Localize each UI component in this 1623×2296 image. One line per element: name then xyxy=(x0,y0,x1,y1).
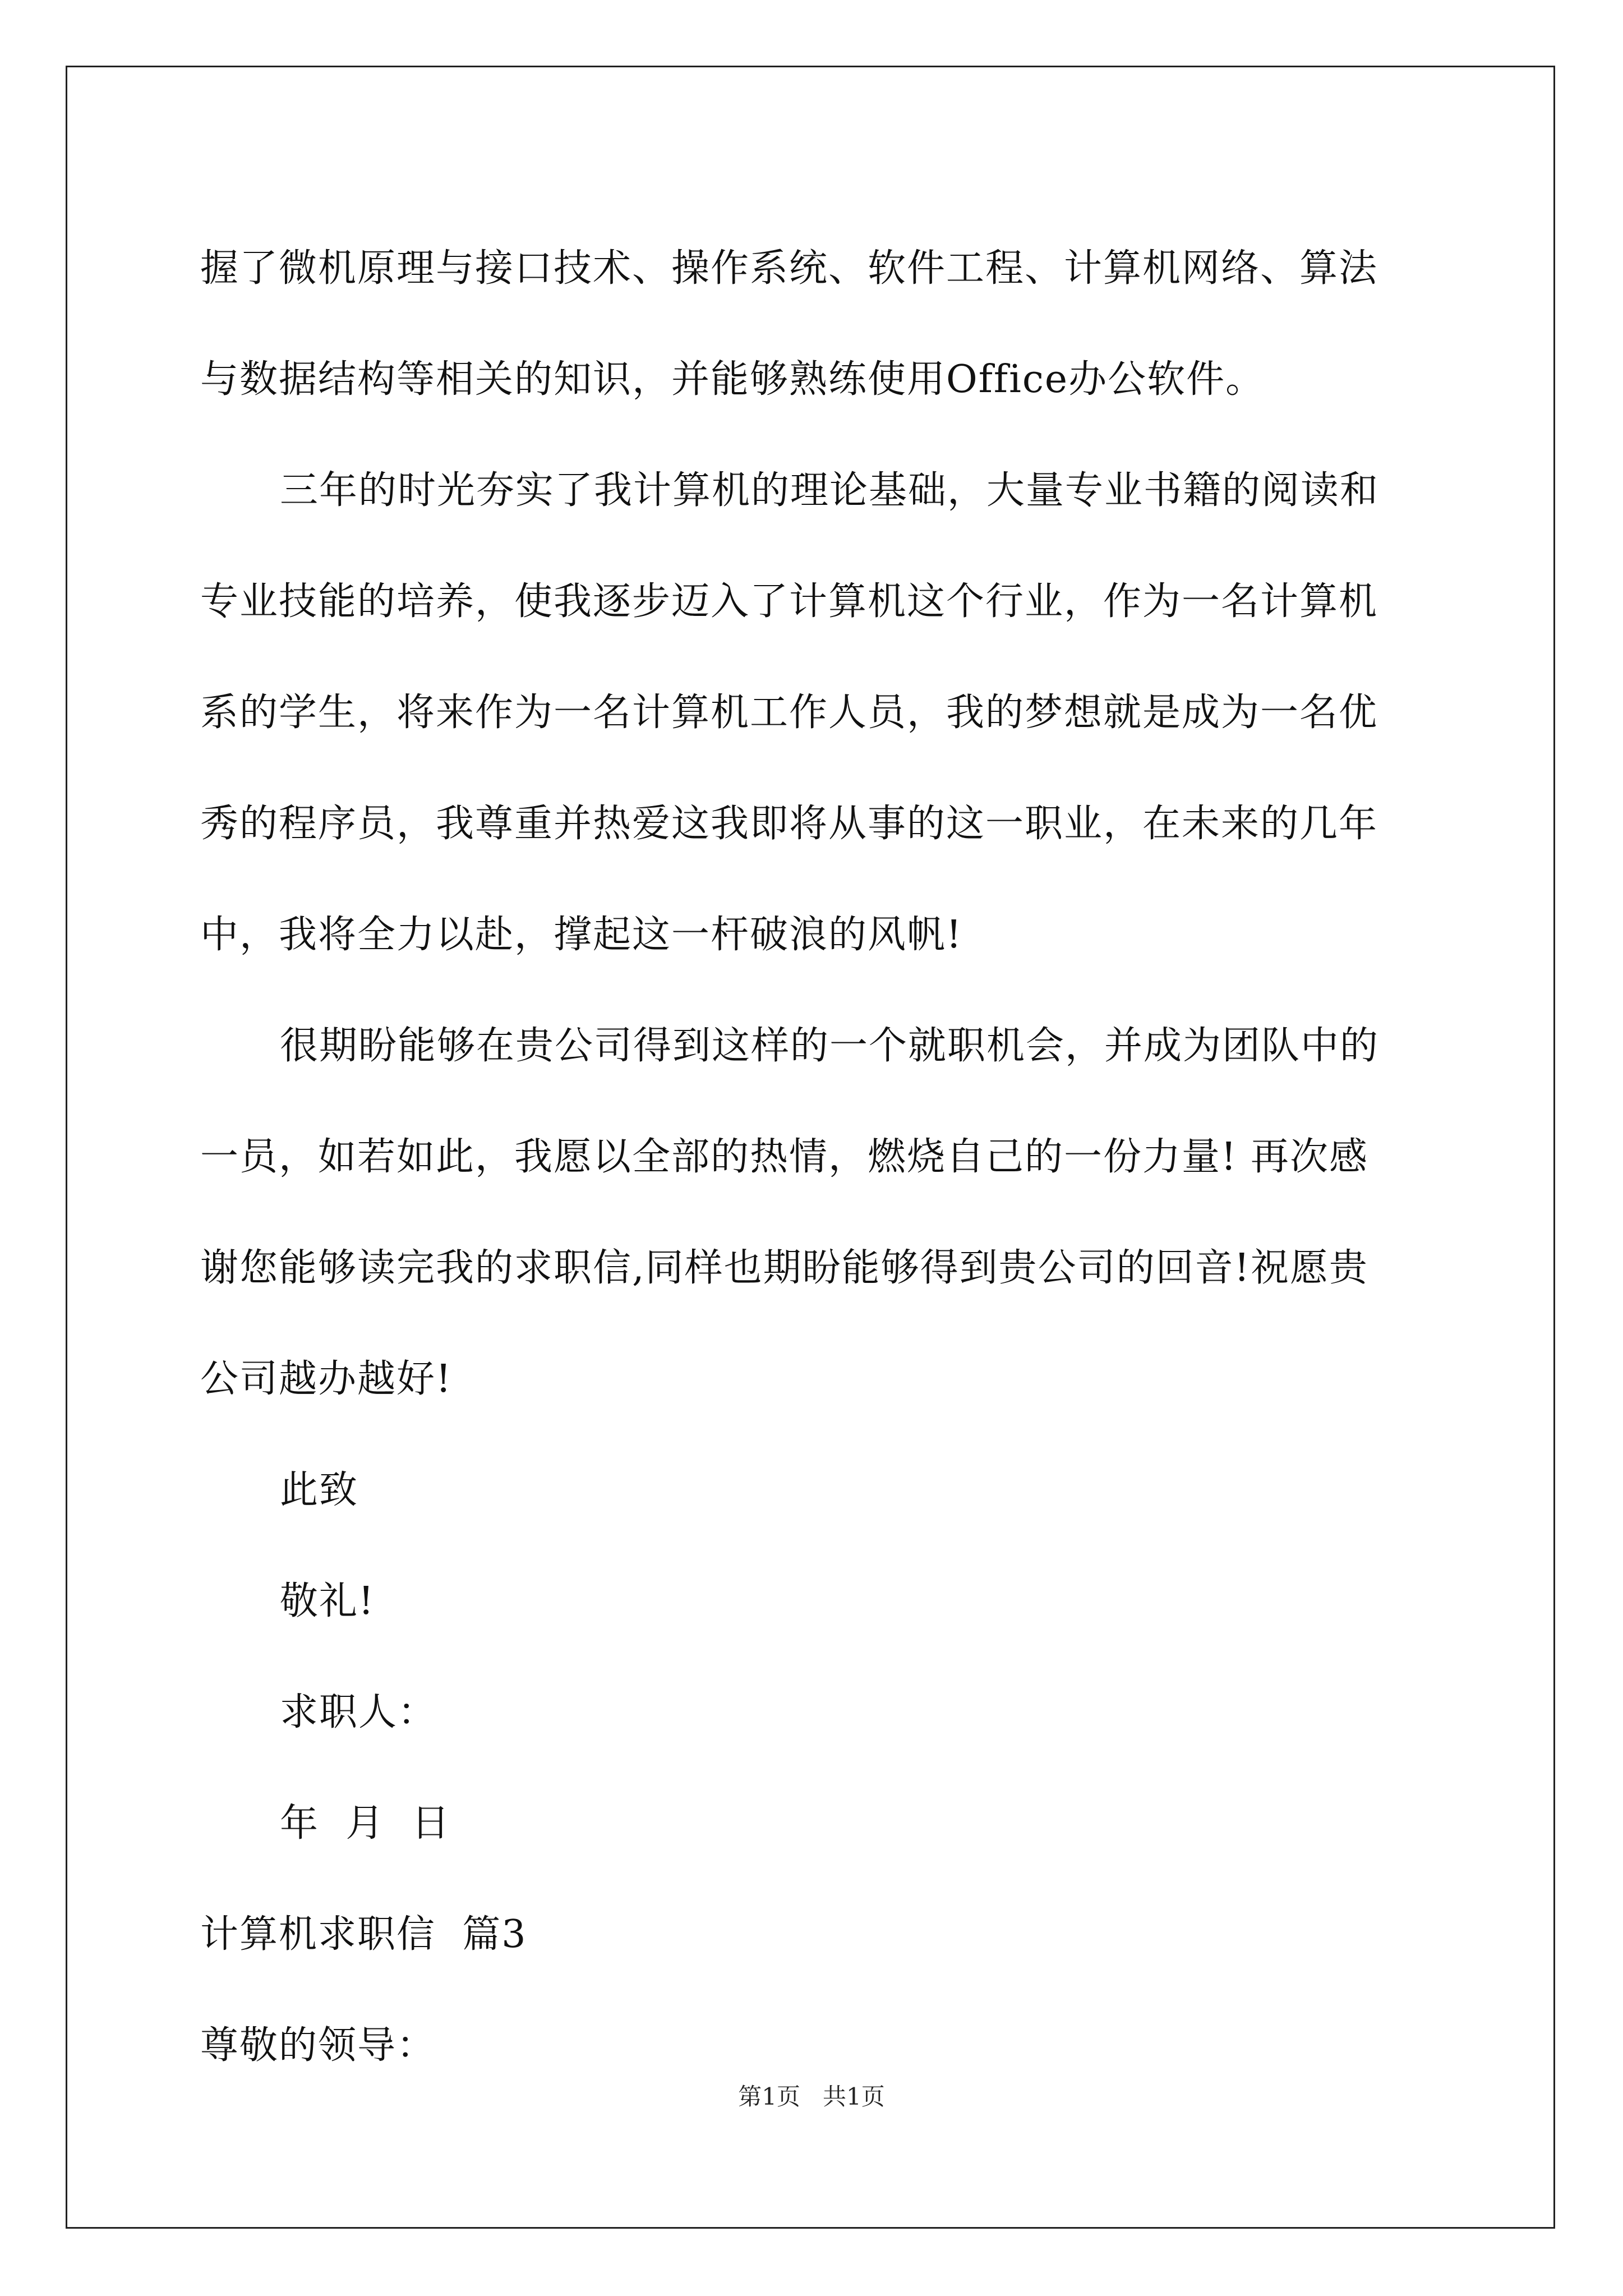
body-line: 公司越办越好! xyxy=(200,1357,453,1401)
closing-regards: 敬礼! xyxy=(280,1579,375,1623)
body-line: 握了微机原理与接口技术、操作系统、软件工程、计算机网络、算法 xyxy=(200,246,1378,291)
body-line: 系的学生，将来作为一名计算机工作人员，我的梦想就是成为一名优 xyxy=(200,691,1378,735)
body-line: 谢您能够读完我的求职信,同样也期盼能够得到贵公司的回音!祝愿贵 xyxy=(200,1246,1368,1290)
greeting-line: 尊敬的领导： xyxy=(200,2023,436,2068)
body-line: 与数据结构等相关的知识，并能够熟练使用Office办公软件。 xyxy=(200,357,1265,402)
letter-body xyxy=(200,213,1428,2101)
page-footer xyxy=(0,2080,1623,2114)
body-line: 一员，如若如此，我愿以全部的热情，燃烧自己的一份力量! 再次感 xyxy=(200,1135,1368,1179)
section-heading: 计算机求职信 篇3 xyxy=(200,1912,527,1957)
body-line: 专业技能的培养，使我逐步迈入了计算机这个行业，作为一名计算机 xyxy=(200,579,1378,624)
applicant-signature-label: 求职人： xyxy=(280,1690,437,1734)
paragraph-start-line: 很期盼能够在贵公司得到这样的一个就职机会，并成为团队中的 xyxy=(280,1024,1380,1068)
date-line: 年 月 日 xyxy=(280,1801,451,1846)
page-total: 共1页 xyxy=(823,2083,885,2110)
closing-salutation: 此致 xyxy=(280,1468,359,1512)
body-line: 中，我将全力以赴，撑起这一杆破浪的风帆! xyxy=(200,913,963,957)
paragraph-start-line: 三年的时光夯实了我计算机的理论基础，大量专业书籍的阅读和 xyxy=(280,468,1380,513)
page-number: 第1页 xyxy=(738,2083,800,2110)
body-line: 秀的程序员，我尊重并热爱这我即将从事的这一职业，在未来的几年 xyxy=(200,802,1378,846)
